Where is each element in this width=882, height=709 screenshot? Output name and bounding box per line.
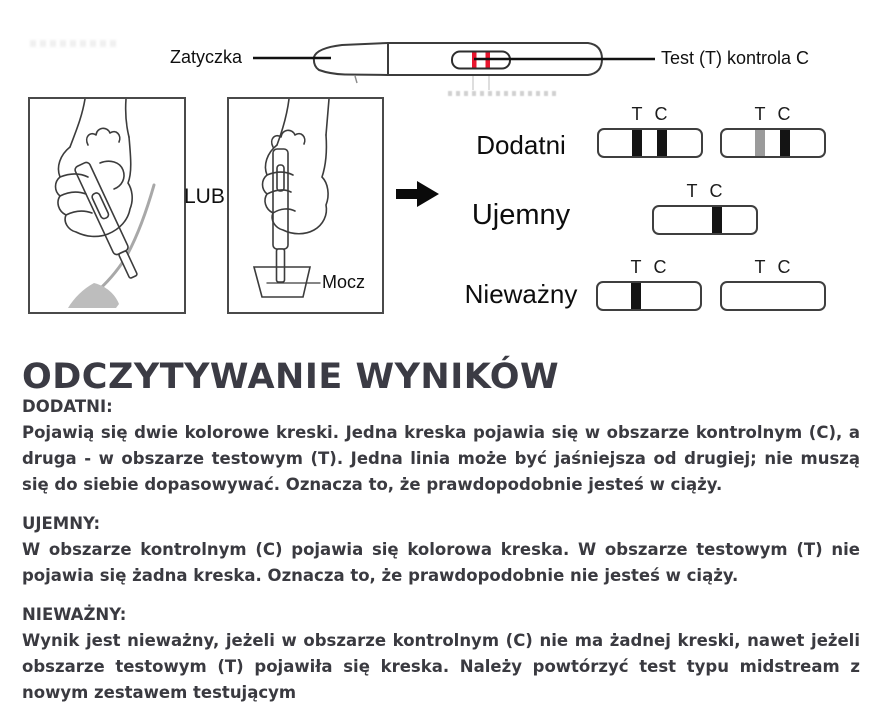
t-marker: T xyxy=(631,104,643,124)
negative-description: W obszarze kontrolnym (C) pojawia się kolorowa kreska. W obszarze testowym (T) nie pojawia się żadna kreska. Oznacza to, że prawdopodobnie nie jesteś w ciąży. xyxy=(22,540,860,585)
strip-window xyxy=(597,128,703,158)
tc-markers xyxy=(596,257,702,277)
negative-section xyxy=(22,511,860,589)
tc-markers xyxy=(720,104,826,124)
urine-label: Mocz xyxy=(322,272,366,292)
test-strip xyxy=(652,181,758,237)
t-marker: T xyxy=(686,181,698,201)
positive-heading: DODATNI: xyxy=(22,397,113,416)
c-line-band xyxy=(780,130,790,156)
procedure-step-urine-stream xyxy=(28,97,186,314)
strip-window xyxy=(652,205,758,235)
strip-window xyxy=(720,128,826,158)
result-label-negative: Ujemny xyxy=(471,199,571,231)
result-label-invalid: Nieważny xyxy=(464,279,578,309)
result-window-callout-label: Test (T) kontrola C xyxy=(661,48,810,68)
finger-seam xyxy=(60,192,86,196)
c-line-band xyxy=(712,207,722,233)
t-marker: T xyxy=(754,257,766,277)
t-line-band xyxy=(631,283,641,309)
t-marker: T xyxy=(630,257,642,277)
strips-row-positive xyxy=(597,104,827,160)
tc-markers xyxy=(652,181,758,201)
test-strip xyxy=(596,257,702,313)
c-marker: C xyxy=(654,104,668,124)
scan-tick-remnant xyxy=(355,76,357,83)
thumb-outline xyxy=(100,161,124,189)
result-label-positive: Dodatni xyxy=(476,130,566,160)
test-strip xyxy=(597,104,703,160)
c-marker: C xyxy=(653,257,667,277)
c-marker: C xyxy=(709,181,723,201)
reading-results-text xyxy=(22,394,860,709)
positive-section xyxy=(22,394,860,498)
urine-stream-splash xyxy=(68,283,119,308)
c-marker: C xyxy=(777,257,791,277)
finger-seam xyxy=(66,211,92,215)
test-strip xyxy=(720,257,826,313)
test-stick xyxy=(74,161,141,280)
invalid-description: Wynik jest nieważny, jeżeli w obszarze kontrolnym (C) nie ma żadnej kreski, nawet jeżeli obszarze testowym (T) pojawiła się kreska. Należy powtórzyć test typu midstream z nowym zestawem testującym xyxy=(22,631,860,702)
negative-heading: UJEMNY: xyxy=(22,514,101,533)
arm-outline xyxy=(326,99,329,135)
t-line-band xyxy=(632,130,642,156)
cap-callout-label: Zatyczka xyxy=(170,47,243,67)
midstream-test-device-diagram xyxy=(245,30,665,95)
strip-window xyxy=(720,281,826,311)
strip-window xyxy=(596,281,702,311)
c-marker: C xyxy=(777,104,791,124)
or-label: LUB xyxy=(184,185,225,208)
invalid-section xyxy=(22,602,860,706)
faded-caption-remnant xyxy=(30,40,120,47)
strips-row-negative xyxy=(652,181,762,237)
hand-in-stream-illustration xyxy=(30,99,180,308)
tc-markers xyxy=(720,257,826,277)
t-marker: T xyxy=(754,104,766,124)
arrow-right-icon xyxy=(395,179,441,209)
test-stick xyxy=(273,149,288,282)
positive-description: Pojawią się dwie kolorowe kreski. Jedna kreska pojawia się w obszarze kontrolnym (C), a druga - w obszarze testowym (T). Jedna linia może być jaśniejsza od drugiej; nie muszą się do siebie dopasowywać. Oznacza to, że prawdopodobnie jesteś w ciąży. xyxy=(22,423,860,494)
invalid-heading: NIEWAŻNY: xyxy=(22,605,127,624)
strips-row-invalid xyxy=(596,257,826,313)
page-title: ODCZYTYWANIE WYNIKÓW xyxy=(22,357,560,398)
test-strip xyxy=(720,104,826,160)
arm-outline xyxy=(70,99,85,147)
arm-outline xyxy=(277,99,289,145)
c-line-band xyxy=(657,130,667,156)
arm-outline xyxy=(126,99,129,137)
cap-grip-detail xyxy=(87,128,120,145)
t-line-band xyxy=(755,130,765,156)
tc-markers xyxy=(597,104,703,124)
